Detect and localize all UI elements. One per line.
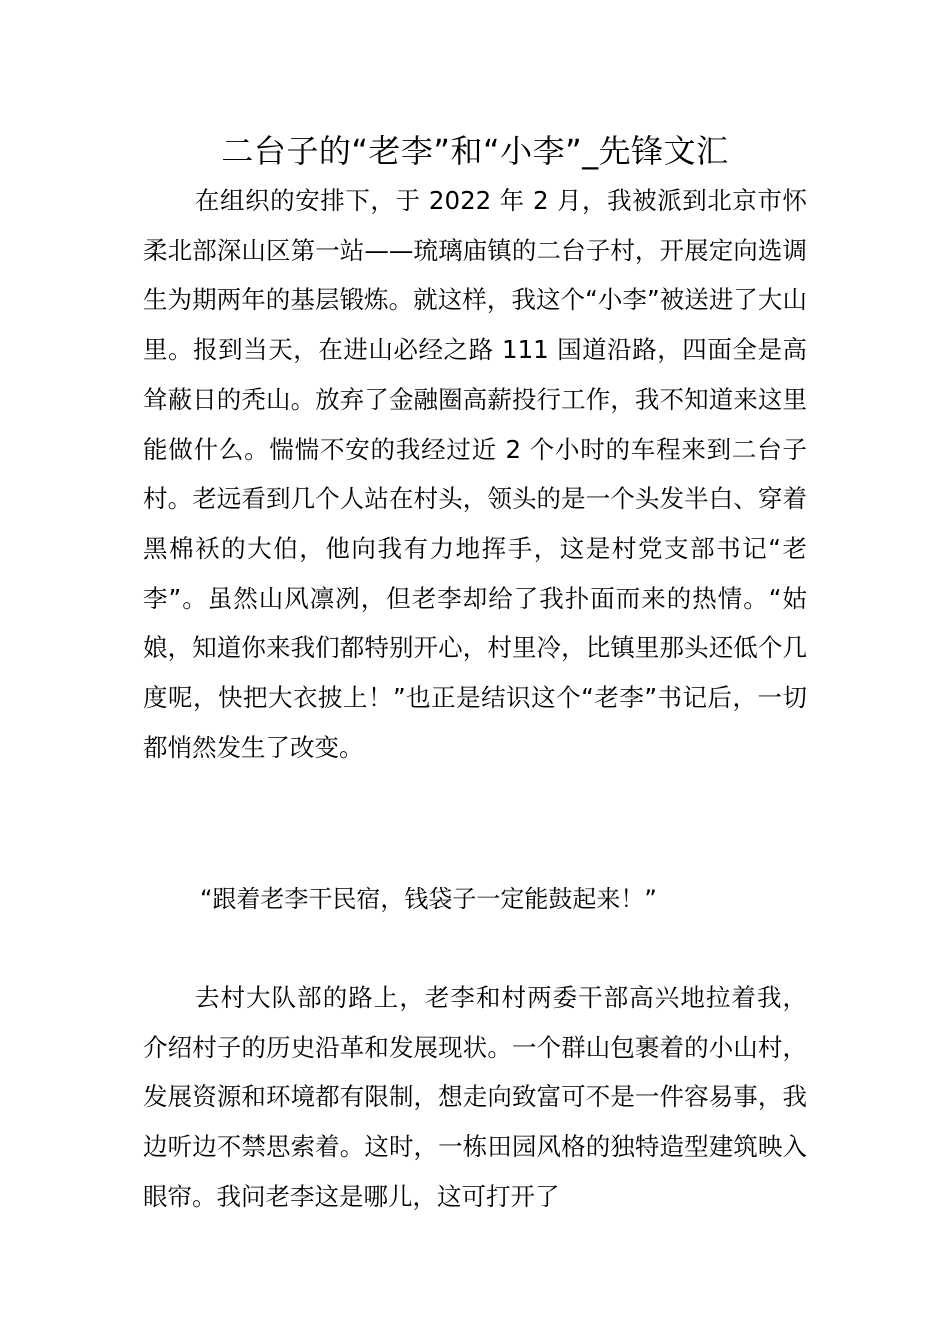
document-title: 二台子的“老李”和“小李”_先锋文汇 <box>221 132 729 170</box>
section-heading: “跟着老李干民宿，钱袋子一定能鼓起来！” <box>200 885 657 913</box>
body-paragraph: 在组织的安排下，于 2022 年 2 月，我被派到北京市怀柔北部深山区第一站——琉璃庙镇的二台子村，开展定向选调生为期两年的基层锻炼。就这样，我这个“小李”被送进了大山里。报到当天，在进山必经之路 111 国道沿路，四面全是高耸蔽日的秃山。放弃了金融圈高薪投行工作，我不知道来这里能做什么。惴惴不安的我经过近 2 个小时的车程来到二台子村。老远看到几个人站在村头，领头的是一个头发半白、穿着黑棉袄的大伯，他向我有力地挥手，这是村党支部书记“老李”。虽然山风凛冽，但老李却给了我扑面而来的热情。“姑娘，知道你来我们都特别开心，村里冷，比镇里那头还低个几度呢，快把大衣披上！”也正是结识这个“老李”书记后，一切都悄然发生了改变。 <box>143 186 807 762</box>
body-paragraph: 去村大队部的路上，老李和村两委干部高兴地拉着我，介绍村子的历史沿革和发展现状。一个群山包裹着的小山村，发展资源和环境都有限制，想走向致富可不是一件容易事，我边听边不禁思索着。这时，一栋田园风格的独特造型建筑映入眼帘。我问老李这是哪儿，这可打开了 <box>143 983 807 1211</box>
